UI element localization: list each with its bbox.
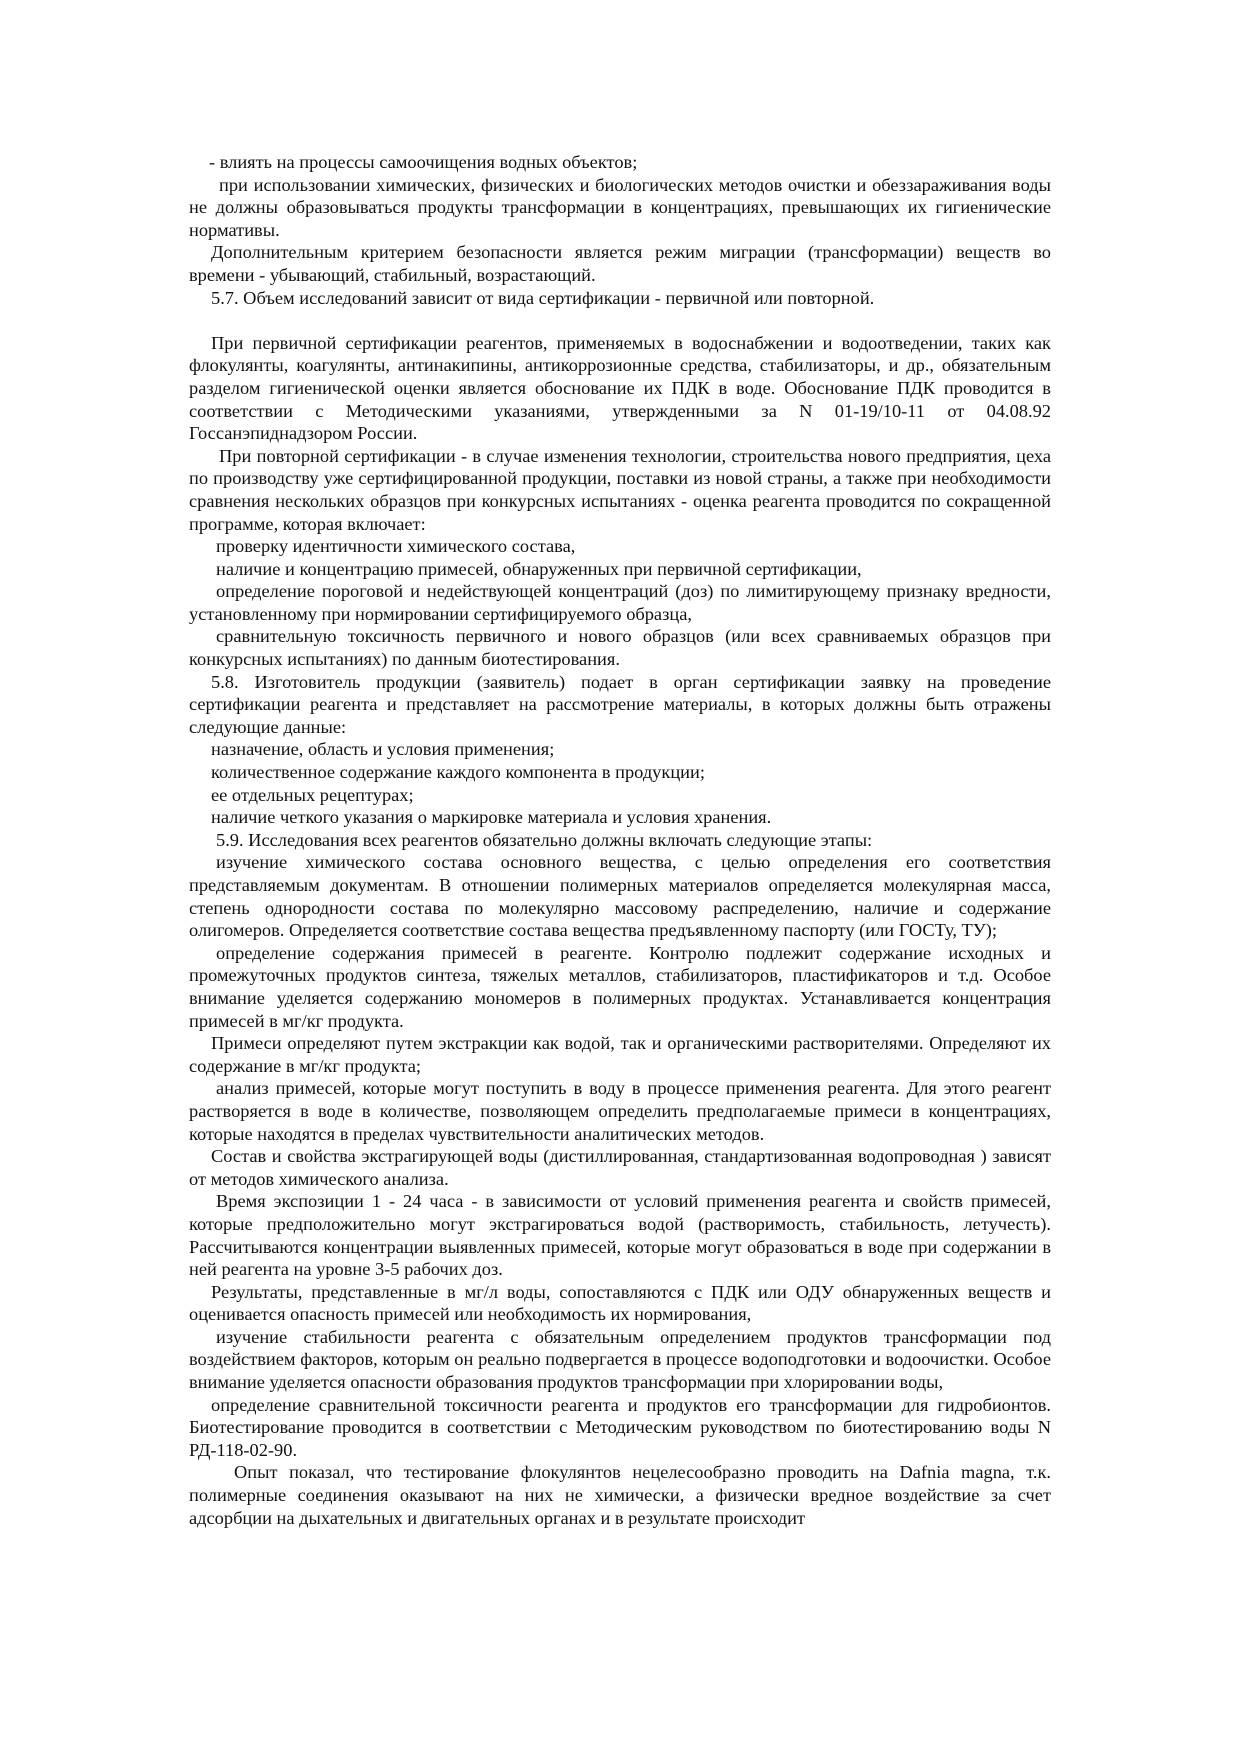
paragraph: При повторной сертификации - в случае изменения технологии, строительства нового предприятия, цеха по производству уже сертифицированной продукции, поставки из новой страны, а также при необходимости сравнения нескольких образцов при конкурсных испытаниях - оценка реагента проводится по сокращенной программе, которая включает: bbox=[189, 445, 1051, 534]
paragraph: при использовании химических, физических и биологических методов очистки и обеззараживания воды не должны образовываться продукты трансформации в концентрациях, превышающих их гигиенические нормативы. bbox=[189, 174, 1051, 240]
paragraph: Дополнительным критерием безопасности является режим миграции (трансформации) веществ во времени - убывающий, стабильный, возрастающий. bbox=[189, 242, 1051, 285]
list-item: определение сравнительной токсичности реагента и продуктов его трансформации для гидробионтов. Биотестирование проводится в соответствии с Методическим руководством по биотестированию воды N РД-118-02-90. bbox=[189, 1394, 1051, 1460]
list-item: сравнительную токсичность первичного и нового образцов (или всех сравниваемых образцов при конкурсных испытаниях) по данным биотестирования. bbox=[189, 626, 1051, 670]
paragraph: 5.8. Изготовитель продукции (заявитель) подает в орган сертификации заявку на проведение сертификации реагента и представляет на рассмотрение материалы, в которых должны быть отражены следующие данные: bbox=[189, 671, 1051, 737]
blank-line bbox=[189, 309, 1051, 332]
paragraph: Опыт показал, что тестирование флокулянтов нецелесообразно проводить на Dafnia magna, т.к. полимерные соединения оказывают на них не химически, а физически вредное воздействие за счет адсорбции на дыхательных и двигательных органах и в результате происходит bbox=[189, 1462, 1051, 1528]
list-item: изучение химического состава основного вещества, с целью определения его соответствия представляемым документам. В отношении полимерных материалов определяется молекулярная масса, степень однородности состава по молекулярно массовому распределению, наличие и содержание олигомеров. Определяется соответствие состава вещества предъявленному паспорту (или ГОСТу, ТУ); bbox=[189, 852, 1051, 941]
list-item: ее отдельных рецептурах; bbox=[211, 784, 414, 805]
paragraph: 5.7. Объем исследований зависит от вида сертификации - первичной или повторной. bbox=[211, 287, 875, 308]
list-item: наличие четкого указания о маркировке материала и условия хранения. bbox=[211, 807, 772, 828]
paragraph: Состав и свойства экстрагирующей воды (дистиллированная, стандартизованная водопроводная ) зависят от методов химического анализа. bbox=[189, 1146, 1051, 1189]
list-item: наличие и концентрацию примесей, обнаруженных при первичной сертификации, bbox=[216, 558, 862, 579]
paragraph: 5.9. Исследования всех реагентов обязательно должны включать следующие этапы: bbox=[216, 829, 873, 850]
list-item: назначение, область и условия применения; bbox=[211, 739, 555, 760]
list-item: изучение стабильности реагента с обязательным определением продуктов трансформации под воздействием факторов, которым он реально подвергается в процессе водоподготовки и водоочистки. Особое внимание уделяется опасности образования продуктов трансформации при хлорировании воды, bbox=[189, 1326, 1051, 1393]
document-page bbox=[189, 151, 1051, 1529]
list-item: анализ примесей, которые могут поступить в воду в процессе применения реагента. Для этого реагент растворяется в воде в количестве, позволяющем определить предполагаемые примеси в концентрациях, которые находятся в пределах чувствительности аналитических методов. bbox=[189, 1078, 1051, 1144]
paragraph: Примеси определяют путем экстракции как водой, так и органическими растворителями. Определяют их содержание в мг/кг продукта; bbox=[189, 1033, 1051, 1076]
list-item: количественное содержание каждого компонента в продукции; bbox=[211, 762, 705, 783]
paragraph: Время экспозиции 1 - 24 часа - в зависимости от условий применения реагента и свойств примесей, которые предположительно могут экстрагироваться водой (растворимость, стабильность, летучесть). Рассчитываются концентрации выявленных примесей, которые могут образоваться в воде при содержании в ней реагента на уровне 3-5 рабочих доз. bbox=[189, 1191, 1051, 1280]
paragraph: - влиять на процессы самоочищения водных объектов; bbox=[209, 152, 638, 172]
paragraph: Результаты, представленные в мг/л воды, сопоставляются с ПДК или ОДУ обнаруженных веществ и оценивается опасность примесей или необходимость их нормирования, bbox=[189, 1281, 1051, 1325]
list-item: проверку идентичности химического состава, bbox=[216, 536, 576, 557]
list-item: определение содержания примесей в реагенте. Контролю подлежит содержание исходных и промежуточных продуктов синтеза, тяжелых металлов, стабилизаторов, пластификаторов и т.д. Особое внимание уделяется содержанию мономеров в полимерных продуктах. Устанавливается концентрация примесей в мг/кг продукта. bbox=[189, 942, 1051, 1031]
paragraph: При первичной сертификации реагентов, применяемых в водоснабжении и водоотведении, таких как флокулянты, коагулянты, антинакипины, антикоррозионные средства, стабилизаторы, и др., обязательным разделом гигиенической оценки является обоснование их ПДК в воде. Обоснование ПДК проводится в соответствии с Методическими указаниями, утвержденными за N 01-19/10-11 от 04.08.92 Госсанэпиднадзором России. bbox=[189, 332, 1051, 444]
list-item: определение пороговой и недействующей концентраций (доз) по лимитирующему признаку вредности, установленному при нормировании сертифицируемого образца, bbox=[189, 581, 1051, 624]
